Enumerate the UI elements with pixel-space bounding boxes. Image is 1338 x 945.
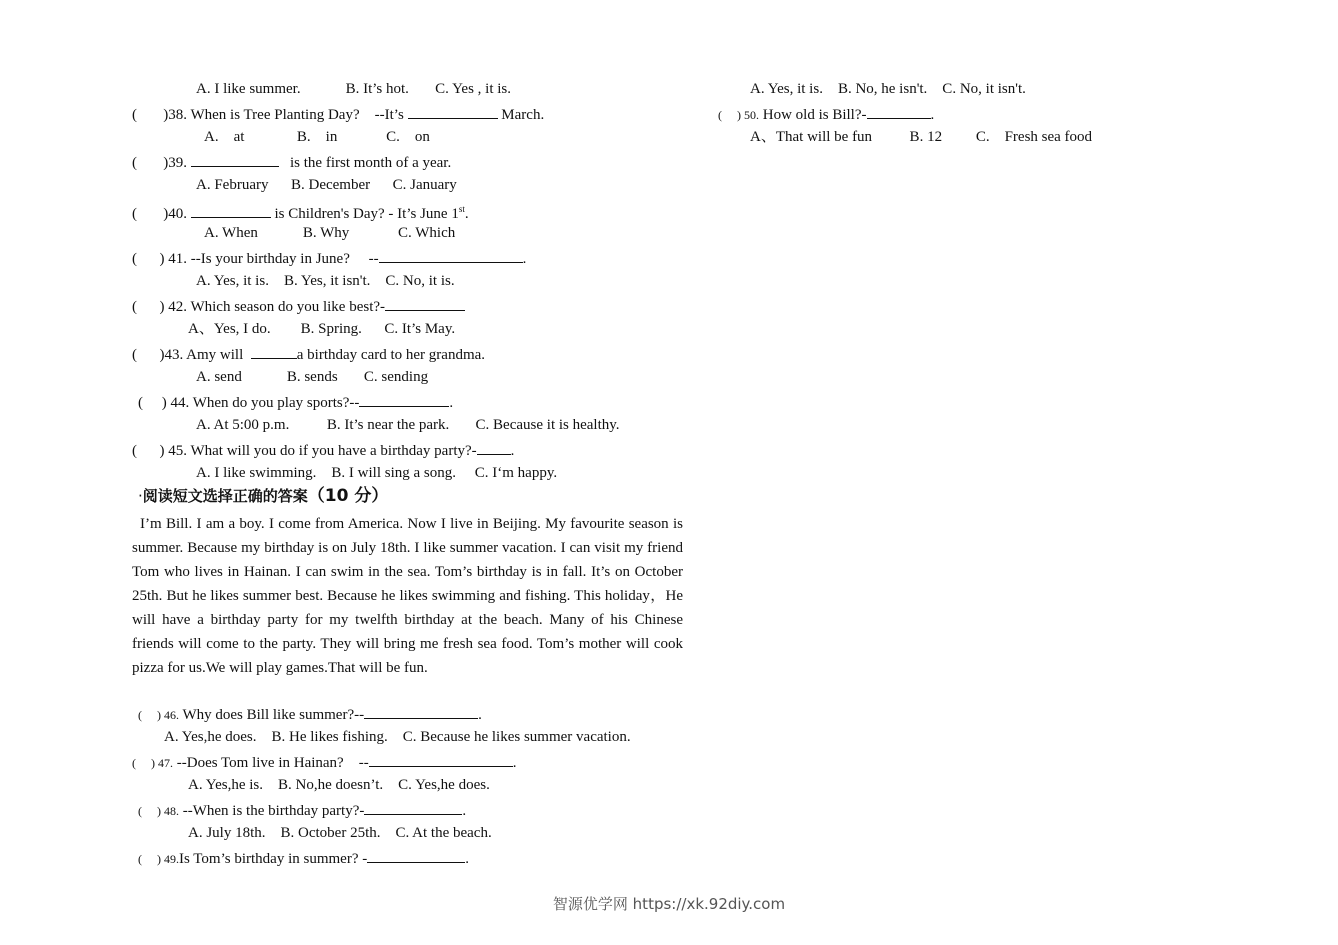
q39-options: A. February B. December C. January xyxy=(196,177,457,193)
footer-watermark: 智源优学网 https://xk.92diy.com xyxy=(552,895,786,913)
question-38: ( )38. When is Tree Planting Day? --It’s March. xyxy=(132,103,544,125)
q44-options: A. At 5:00 p.m. B. It’s near the park. C. Because it is healthy. xyxy=(196,417,620,433)
q45-options: A. I like swimming. B. I will sing a song. C. I‘m happy. xyxy=(196,465,558,481)
answer-blank[interactable] xyxy=(251,343,297,359)
q47-options: A. Yes,he is. B. No,he doesn’t. C. Yes,he does. xyxy=(188,777,490,793)
q42-options: A、Yes, I do. B. Spring. C. It’s May. xyxy=(188,321,456,337)
answer-blank[interactable] xyxy=(867,103,931,119)
question-50: ( ) 50. How old is Bill?- . xyxy=(718,103,934,125)
question-46: ( ) 46. Why does Bill like summer?-- . xyxy=(138,703,482,725)
answer-blank[interactable] xyxy=(359,391,449,407)
q48-options: A. July 18th. B. October 25th. C. At the beach. xyxy=(188,825,492,841)
q49-options: A. Yes, it is. B. No, he isn't. C. No, it isn't. xyxy=(750,81,1026,97)
q40-options: A. When B. Why C. Which xyxy=(204,225,456,241)
answer-blank[interactable] xyxy=(408,103,498,119)
q43-options: A. send B. sends C. sending xyxy=(196,369,429,385)
reading-passage: I’m Bill. I am a boy. I come from America. Now I live in Beijing. My favourite season is summer. Because my birthday is on July 18th. I like summer vacation. I can visit my friend Tom who lives in Hainan. I can swim in the sea. Tom’s birthday is in fall. It’s on October 25th. But he likes summer best. Because he likes swimming and fishing. This holiday，He will have a birthday party for my twelfth birthday at the beach. Many of his Chinese friends will come to the party. They will bring me fresh sea food. Tom’s mother will cook pizza for us.We will play games.That will be fun. xyxy=(132,516,683,676)
question-39: ( )39. is the first month of a year. xyxy=(132,151,451,173)
answer-blank[interactable] xyxy=(364,799,462,815)
question-49: ( ) 49.Is Tom’s birthday in summer? - . xyxy=(138,847,469,869)
q38-options: A. at B. in C. on xyxy=(204,129,430,145)
answer-blank[interactable] xyxy=(367,847,465,863)
q37-options: A. I like summer. B. It’s hot. C. Yes , it is. xyxy=(196,81,512,97)
answer-blank[interactable] xyxy=(385,295,465,311)
answer-blank[interactable] xyxy=(477,439,511,455)
question-45: ( ) 45. What will you do if you have a birthday party?- . xyxy=(132,439,514,461)
section-title: ·阅读短文选择正确的答案（10 分） xyxy=(138,486,389,506)
answer-blank[interactable] xyxy=(191,202,271,218)
question-42: ( ) 42. Which season do you like best?- xyxy=(132,295,465,317)
answer-blank[interactable] xyxy=(379,247,523,263)
question-47: ( ) 47. --Does Tom live in Hainan? -- . xyxy=(132,751,516,773)
answer-blank[interactable] xyxy=(364,703,478,719)
q41-options: A. Yes, it is. B. Yes, it isn't. C. No, it is. xyxy=(196,273,455,289)
answer-blank[interactable] xyxy=(369,751,513,767)
question-48: ( ) 48. --When is the birthday party?- . xyxy=(138,799,466,821)
q50-options: A、That will be fun B. 12 C. Fresh sea food xyxy=(750,129,1093,145)
question-40: ( )40. is Children's Day? - It’s June 1st. xyxy=(132,204,469,222)
answer-blank[interactable] xyxy=(191,151,279,167)
question-41: ( ) 41. --Is your birthday in June? -- . xyxy=(132,247,526,269)
q46-options: A. Yes,he does. B. He likes fishing. C. Because he likes summer vacation. xyxy=(164,729,631,745)
question-44: ( ) 44. When do you play sports?-- . xyxy=(138,391,453,413)
question-43: ( )43. Amy will a birthday card to her grandma. xyxy=(132,343,485,365)
